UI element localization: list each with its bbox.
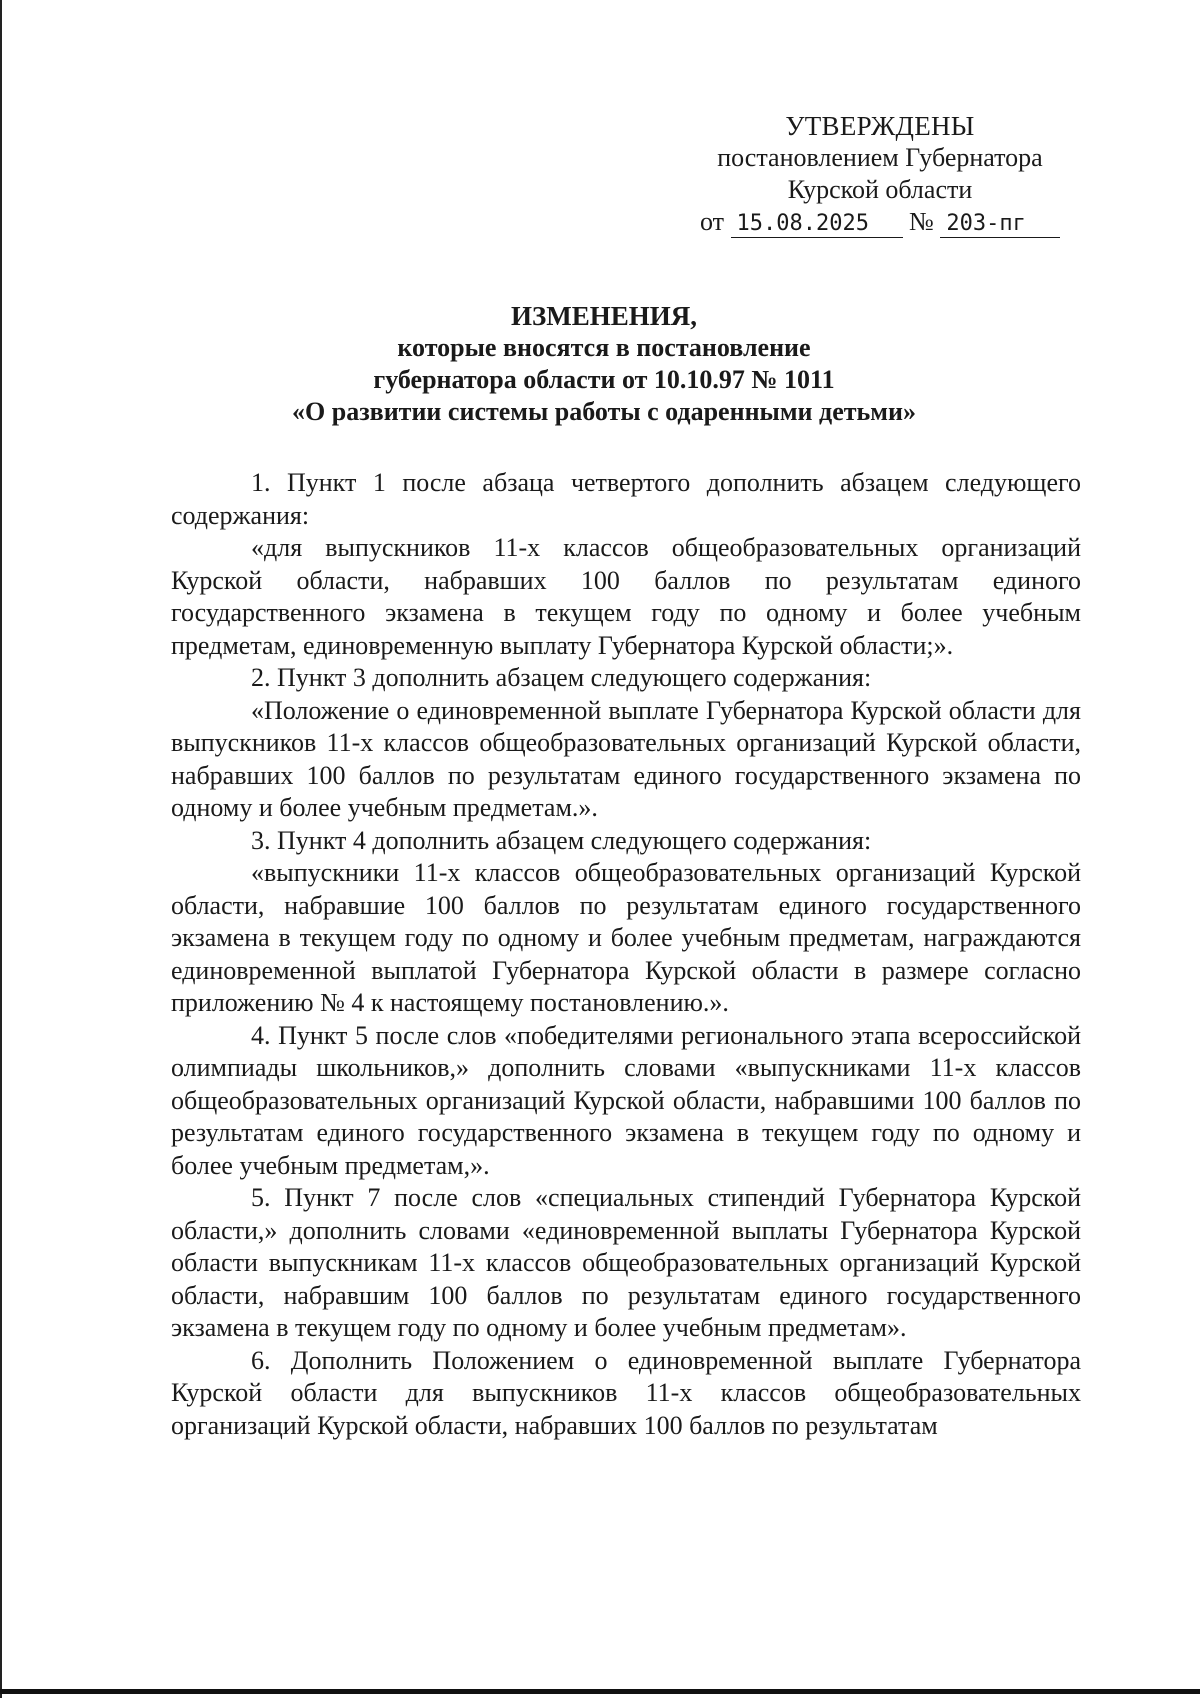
document-body <box>171 467 1081 1442</box>
title-main: ИЗМЕНЕНИЯ, <box>510 301 697 331</box>
number-sign: № <box>909 207 934 236</box>
date-prefix: от <box>700 207 725 236</box>
approval-line-2: Курской области <box>787 175 973 204</box>
paragraph: 4. Пункт 5 после слов «победителями регионального этапа всероссийской олимпиады школьников,» дополнить словами «выпускниками 11-х классов общеобразовательных организаций Курской области, набравшими 100 баллов по результатам единого государственного экзамена в текущем году по одному и более учебным предметам,». <box>171 1020 1081 1180</box>
paragraph: 3. Пункт 4 дополнить абзацем следующего содержания: <box>251 825 872 855</box>
paragraph: 1. Пункт 1 после абзаца четвертого дополнить абзацем следующего содержания: <box>171 468 1081 530</box>
approval-date-line <box>690 206 1070 238</box>
title-line-1: которые вносятся в постановление <box>397 333 811 362</box>
date-value: 15.08.2025 <box>731 211 903 238</box>
approval-stamp: УТВЕРЖДЕНЫ <box>785 111 975 141</box>
approval-line-1: постановлением Губернатора <box>717 143 1043 172</box>
document-title <box>160 300 1048 428</box>
scan-edge-bottom <box>0 1689 1200 1694</box>
paragraph: «для выпускников 11-х классов общеобразовательных организаций Курской области, набравших 100 баллов по результатам единого государственного экзамена в текущем году по одному и более учебным предметам, единовременную выплату Губернатора Курской области;». <box>171 533 1081 660</box>
paragraph: «Положение о единовременной выплате Губернатора Курской области для выпускников 11-х классов общеобразовательных организаций Курской области, набравших 100 баллов по результатам единого государственного экзамена по одному и более учебным предметам.». <box>171 695 1081 822</box>
paragraph: «выпускники 11-х классов общеобразовательных организаций Курской области, набравшие 100 баллов по результатам единого государственного экзамена в текущем году по одному и более учебным предметам, награждаются единовременной выплатой Губернатора Курской области в размере согласно приложению № 4 к настоящему постановлению.». <box>171 858 1081 1017</box>
title-line-2: губернатора области от 10.10.97 № 1011 <box>373 365 835 394</box>
approval-block <box>690 110 1070 238</box>
paragraph: 2. Пункт 3 дополнить абзацем следующего содержания: <box>251 663 872 692</box>
number-value: 203-пг <box>940 211 1060 238</box>
title-line-3: «О развитии системы работы с одаренными детьми» <box>292 397 916 426</box>
paragraph: 5. Пункт 7 после слов «специальных стипендий Губернатора Курской области,» дополнить словами «единовременной выплаты Губернатора Курской области выпускникам 11-х классов общеобразовательных организаций Курской области, набравшим 100 баллов по результатам единого государственного экзамена в текущем году по одному и более учебным предметам». <box>171 1183 1081 1342</box>
paragraph: 6. Дополнить Положением о единовременной выплате Губернатора Курской области для выпускников 11-х классов общеобразовательных организаций Курской области, набравших 100 баллов по результатам <box>171 1345 1081 1440</box>
scan-edge-left <box>0 0 2 1698</box>
